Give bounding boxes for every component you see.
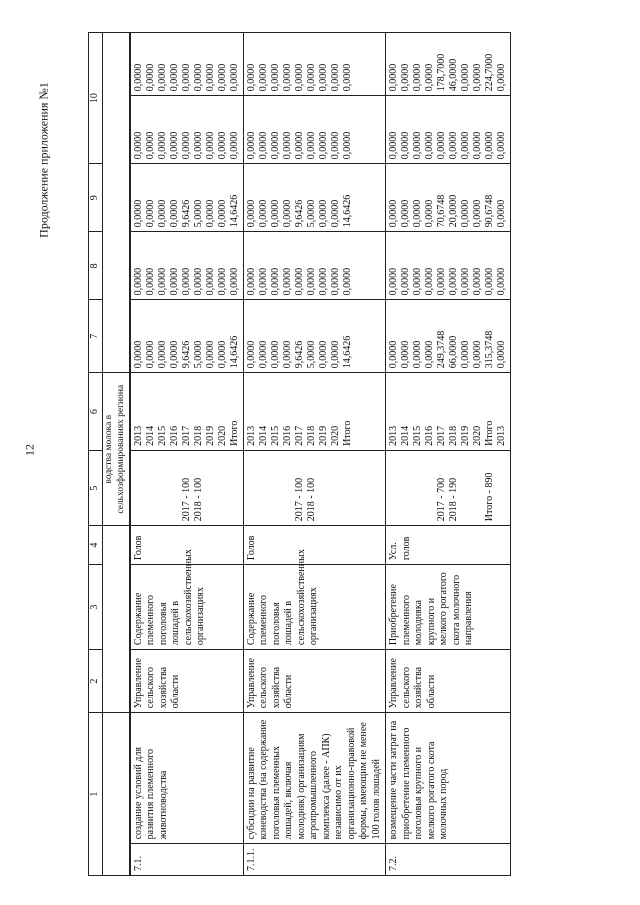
col-6-value: 0,0000 bbox=[269, 340, 281, 369]
col-10-value: 0,0000 bbox=[424, 63, 436, 92]
row-activity: Содержание племенного поголовья лошадей в сельскохозяйственных организациях bbox=[243, 565, 386, 650]
col-6-value: 5,0000 bbox=[305, 340, 317, 369]
col-8-value: 0,0000 bbox=[388, 199, 400, 228]
col-8-value: 9,6426 bbox=[293, 199, 305, 228]
col-10-value: 0,0000 bbox=[388, 63, 400, 92]
col-7-value: 0,0000 bbox=[257, 267, 269, 296]
col-9-value: 0,0000 bbox=[436, 131, 448, 160]
year-col-value: 2017 bbox=[180, 425, 192, 446]
col-6-value: 0,0000 bbox=[168, 340, 180, 369]
col-6-value: 0,0000 bbox=[204, 340, 216, 369]
col-7 bbox=[130, 232, 243, 300]
indicator-col-value bbox=[330, 455, 342, 521]
col-6-value: 0,0000 bbox=[412, 340, 424, 369]
indicator-col-value: 2017 - 100 bbox=[180, 477, 192, 522]
year-col-value: 2013 bbox=[388, 425, 400, 446]
col-9-value: 0,0000 bbox=[228, 131, 240, 160]
header-cell: 10 bbox=[89, 33, 103, 164]
header-cell: 6 bbox=[89, 373, 103, 451]
header-cell: 3 bbox=[89, 565, 103, 650]
col-6-value: 9,6426 bbox=[293, 340, 305, 369]
indicator-col bbox=[243, 450, 386, 525]
section-row bbox=[103, 33, 130, 876]
col-6-value: 0,0000 bbox=[281, 340, 293, 369]
col-9-value: 0,0000 bbox=[341, 131, 353, 160]
indicator-col-value: 2017 - 700 bbox=[436, 477, 448, 522]
col-7-value: 0,0000 bbox=[436, 267, 448, 296]
col-8-value: 0,0000 bbox=[424, 199, 436, 228]
row-unit: Голов bbox=[130, 526, 243, 565]
col-9-value: 0,0000 bbox=[305, 131, 317, 160]
col-6-value: 315,3748 bbox=[484, 330, 496, 369]
col-7-value: 0,0000 bbox=[168, 267, 180, 296]
col-10-value: 0,0000 bbox=[204, 63, 216, 92]
row-name: субсидии на развитие коневодства (на содержание поголовья племенных лошадей, включая молодняк) организациям агропромышленного комплекса (далее - АПК) независимо от их организационно-правовой формы, имеющим не менее 100 голов лошадей bbox=[243, 713, 386, 844]
year-col-value: 2013 bbox=[245, 425, 257, 446]
year-col-value: 2020 bbox=[472, 425, 484, 446]
year-col-value: 2019 bbox=[317, 425, 329, 446]
col-7-value: 0,0000 bbox=[317, 267, 329, 296]
col-10-value: 0,0000 bbox=[180, 63, 192, 92]
col-8-value: 5,0000 bbox=[305, 199, 317, 228]
indicator-col-value bbox=[270, 455, 282, 521]
year-col-value: 2014 bbox=[400, 425, 412, 446]
col-7-value: 0,0000 bbox=[412, 267, 424, 296]
col-10-value: 46,0000 bbox=[448, 58, 460, 92]
col-6-value: 14,6426 bbox=[341, 335, 353, 369]
section-title: водства молока в сельхозформированиях региона bbox=[103, 373, 130, 526]
col-7-value: 0,0000 bbox=[388, 267, 400, 296]
header-row bbox=[89, 33, 103, 876]
col-9-value: 0,0000 bbox=[496, 131, 508, 160]
col-10-value: 0,0000 bbox=[412, 63, 424, 92]
year-col-value: 2019 bbox=[460, 425, 472, 446]
col-6-value: 0,0000 bbox=[388, 340, 400, 369]
year-col-value: 2018 bbox=[192, 425, 204, 446]
col-8 bbox=[386, 164, 511, 232]
budget-table-body bbox=[130, 32, 512, 876]
col-10-value: 0,0000 bbox=[496, 63, 508, 92]
col-9-value: 0,0000 bbox=[245, 131, 257, 160]
col-8-value: 0,0000 bbox=[257, 199, 269, 228]
indicator-col-value bbox=[460, 455, 472, 521]
col-9 bbox=[386, 96, 511, 164]
indicator-col-value: 2018 - 190 bbox=[448, 477, 460, 522]
row-unit: Голов bbox=[243, 526, 386, 565]
col-10-value: 224,7000 bbox=[484, 53, 496, 92]
col-10-value: 0,0000 bbox=[400, 63, 412, 92]
indicator-col-value bbox=[400, 455, 412, 521]
indicator-col-value bbox=[246, 455, 258, 521]
year-col-value: 2017 bbox=[436, 425, 448, 446]
col-8-value: 0,0000 bbox=[168, 199, 180, 228]
col-10-value: 0,0000 bbox=[281, 63, 293, 92]
col-8 bbox=[243, 164, 386, 232]
indicator-col-value bbox=[282, 455, 294, 521]
header-cell: 4 bbox=[89, 526, 103, 565]
col-9-value: 0,0000 bbox=[281, 131, 293, 160]
indicator-col-value bbox=[424, 455, 436, 521]
col-7-value: 0,0000 bbox=[269, 267, 281, 296]
col-8-value: 0,0000 bbox=[144, 199, 156, 228]
row-name: создание условий для развития племенного животноводства bbox=[130, 713, 243, 844]
header-cell: 2 bbox=[89, 650, 103, 713]
year-col-value: 2016 bbox=[168, 425, 180, 446]
year-col-value: 2015 bbox=[269, 425, 281, 446]
col-9-value: 0,0000 bbox=[132, 131, 144, 160]
col-7-value: 0,0000 bbox=[460, 267, 472, 296]
col-10-value: 0,0000 bbox=[257, 63, 269, 92]
col-10-value: 0,0000 bbox=[168, 63, 180, 92]
col-8-value: 70,6748 bbox=[436, 194, 448, 228]
col-6-value: 0,0000 bbox=[400, 340, 412, 369]
col-7-value: 0,0000 bbox=[180, 267, 192, 296]
row-number: 7.1.1. bbox=[243, 844, 386, 876]
indicator-col-value bbox=[342, 455, 354, 521]
col-7-value: 0,0000 bbox=[204, 267, 216, 296]
col-7-value: 0,0000 bbox=[281, 267, 293, 296]
col-6-value: 0,0000 bbox=[472, 340, 484, 369]
col-8-value: 9,6426 bbox=[180, 199, 192, 228]
col-7-value: 0,0000 bbox=[424, 267, 436, 296]
indicator-col-value: 2018 - 100 bbox=[192, 477, 204, 522]
row-number: 7.2. bbox=[386, 844, 511, 876]
header-cell: 9 bbox=[89, 164, 103, 232]
col-6-value: 0,0000 bbox=[496, 340, 508, 369]
col-8-value: 0,0000 bbox=[400, 199, 412, 228]
col-9-value: 0,0000 bbox=[293, 131, 305, 160]
col-6-value: 14,6426 bbox=[228, 335, 240, 369]
table-row bbox=[386, 33, 511, 876]
indicator-col-value: 2018 - 100 bbox=[305, 477, 317, 522]
col-6-value: 0,0000 bbox=[144, 340, 156, 369]
col-8-value: 0,0000 bbox=[156, 199, 168, 228]
col-6-value: 0,0000 bbox=[245, 340, 257, 369]
budget-table bbox=[88, 32, 130, 876]
indicator-col-value bbox=[157, 455, 169, 521]
header-cell: 1 bbox=[89, 713, 103, 876]
table-row bbox=[130, 33, 243, 876]
year-col-value: 2020 bbox=[329, 425, 341, 446]
indicator-col-value bbox=[258, 455, 270, 521]
col-6-value: 0,0000 bbox=[329, 340, 341, 369]
col-8-value: 0,0000 bbox=[216, 199, 228, 228]
col-7-value: 0,0000 bbox=[329, 267, 341, 296]
col-9-value: 0,0000 bbox=[400, 131, 412, 160]
col-6-value: 249,3748 bbox=[436, 330, 448, 369]
year-col-value: 2018 bbox=[448, 425, 460, 446]
col-6 bbox=[386, 300, 511, 373]
col-10 bbox=[130, 33, 243, 96]
col-6-value: 0,0000 bbox=[132, 340, 144, 369]
col-6-value: 0,0000 bbox=[156, 340, 168, 369]
col-6-value: 0,0000 bbox=[460, 340, 472, 369]
year-col-value: 2015 bbox=[156, 425, 168, 446]
indicator-col-value bbox=[472, 455, 484, 521]
col-9-value: 0,0000 bbox=[424, 131, 436, 160]
col-8-value: 20,0000 bbox=[448, 194, 460, 228]
year-col-value: 2020 bbox=[216, 425, 228, 446]
header-cell: 8 bbox=[89, 232, 103, 300]
col-9-value: 0,0000 bbox=[448, 131, 460, 160]
col-9-value: 0,0000 bbox=[144, 131, 156, 160]
year-col-value: 2014 bbox=[144, 425, 156, 446]
col-7-value: 0,0000 bbox=[448, 267, 460, 296]
row-number: 7.1. bbox=[130, 844, 243, 876]
col-6-value: 9,6426 bbox=[180, 340, 192, 369]
col-9-value: 0,0000 bbox=[180, 131, 192, 160]
col-10-value: 0,0000 bbox=[472, 63, 484, 92]
col-9-value: 0,0000 bbox=[168, 131, 180, 160]
col-8-value: 0,0000 bbox=[317, 199, 329, 228]
col-6 bbox=[130, 300, 243, 373]
col-7-value: 0,0000 bbox=[341, 267, 353, 296]
col-7-value: 0,0000 bbox=[400, 267, 412, 296]
indicator-col-value bbox=[169, 455, 181, 521]
row-executor: Управление сельского хозяйства области bbox=[386, 650, 511, 713]
col-6-value: 66,0000 bbox=[448, 335, 460, 369]
year-col bbox=[243, 373, 386, 451]
col-7-value: 0,0000 bbox=[192, 267, 204, 296]
col-9-value: 0,0000 bbox=[329, 131, 341, 160]
indicator-col-value: 2017 - 100 bbox=[293, 477, 305, 522]
col-8-value: 0,0000 bbox=[412, 199, 424, 228]
col-8-value: 14,6426 bbox=[341, 194, 353, 228]
year-col-value: 2013 bbox=[496, 425, 508, 446]
col-9-value: 0,0000 bbox=[317, 131, 329, 160]
col-8-value: 0,0000 bbox=[245, 199, 257, 228]
header-cell: 5 bbox=[89, 450, 103, 525]
col-7-value: 0,0000 bbox=[305, 267, 317, 296]
col-7 bbox=[386, 232, 511, 300]
col-10-value: 0,0000 bbox=[228, 63, 240, 92]
year-col-value: 2015 bbox=[412, 425, 424, 446]
col-8-value: 0,0000 bbox=[204, 199, 216, 228]
col-7-value: 0,0000 bbox=[496, 267, 508, 296]
col-9-value: 0,0000 bbox=[484, 131, 496, 160]
col-9-value: 0,0000 bbox=[412, 131, 424, 160]
col-10-value: 0,0000 bbox=[317, 63, 329, 92]
col-8-value: 0,0000 bbox=[132, 199, 144, 228]
year-col-value: 2016 bbox=[424, 425, 436, 446]
indicator-col-value bbox=[388, 455, 400, 521]
col-9-value: 0,0000 bbox=[216, 131, 228, 160]
header-cell: 7 bbox=[89, 300, 103, 373]
col-9 bbox=[130, 96, 243, 164]
col-10-value: 0,0000 bbox=[329, 63, 341, 92]
col-7-value: 0,0000 bbox=[484, 267, 496, 296]
col-9-value: 0,0000 bbox=[192, 131, 204, 160]
col-10 bbox=[386, 33, 511, 96]
col-6-value: 0,0000 bbox=[257, 340, 269, 369]
year-col-value: 2016 bbox=[281, 425, 293, 446]
col-10-value: 0,0000 bbox=[341, 63, 353, 92]
indicator-col bbox=[386, 450, 511, 525]
row-executor: Управление сельского хозяйства области bbox=[130, 650, 243, 713]
indicator-col-value bbox=[412, 455, 424, 521]
table-row bbox=[243, 33, 386, 876]
year-col bbox=[386, 373, 511, 451]
col-8-value: 90,6748 bbox=[484, 194, 496, 228]
col-6-value: 0,0000 bbox=[216, 340, 228, 369]
col-10-value: 0,0000 bbox=[460, 63, 472, 92]
indicator-col-value bbox=[133, 455, 145, 521]
indicator-col-value bbox=[496, 455, 508, 521]
row-activity: Приобретение племенного молодняка крупного и мелкого рогатого скота молочного направления bbox=[386, 565, 511, 650]
col-10-value: 0,0000 bbox=[269, 63, 281, 92]
indicator-col-value bbox=[145, 455, 157, 521]
row-unit: Усл. голов bbox=[386, 526, 511, 565]
col-8-value: 5,0000 bbox=[192, 199, 204, 228]
col-7-value: 0,0000 bbox=[472, 267, 484, 296]
row-name: возмещение части затрат на приобретение племенного поголовья крупного и мелкого рогатого скота молочных пород bbox=[386, 713, 511, 844]
col-10-value: 0,0000 bbox=[216, 63, 228, 92]
row-executor: Управление сельского хозяйства области bbox=[243, 650, 386, 713]
col-10-value: 0,0000 bbox=[144, 63, 156, 92]
col-10-value: 0,0000 bbox=[293, 63, 305, 92]
year-col-value: 2014 bbox=[257, 425, 269, 446]
row-activity: Содержание племенного поголовья лошадей в сельскохозяйственных организациях bbox=[130, 565, 243, 650]
col-7-value: 0,0000 bbox=[156, 267, 168, 296]
indicator-col bbox=[130, 450, 243, 525]
col-8-value: 0,0000 bbox=[281, 199, 293, 228]
year-col-value: Итого bbox=[341, 420, 353, 446]
col-7-value: 0,0000 bbox=[132, 267, 144, 296]
indicator-col-value bbox=[229, 455, 241, 521]
col-10-value: 0,0000 bbox=[305, 63, 317, 92]
col-7-value: 0,0000 bbox=[144, 267, 156, 296]
col-10-value: 0,0000 bbox=[132, 63, 144, 92]
year-col bbox=[130, 373, 243, 451]
indicator-col-value bbox=[205, 455, 217, 521]
col-7-value: 0,0000 bbox=[216, 267, 228, 296]
appendix-caption: Продолжение приложения №1 bbox=[36, 82, 51, 238]
col-7 bbox=[243, 232, 386, 300]
col-7-value: 0,0000 bbox=[293, 267, 305, 296]
rotated-table-wrapper bbox=[88, 32, 640, 871]
col-7-value: 0,0000 bbox=[228, 267, 240, 296]
year-col-value: Итого bbox=[484, 420, 496, 446]
col-9-value: 0,0000 bbox=[460, 131, 472, 160]
col-6 bbox=[243, 300, 386, 373]
year-col-value: Итого bbox=[228, 420, 240, 446]
col-8-value: 0,0000 bbox=[269, 199, 281, 228]
col-9-value: 0,0000 bbox=[204, 131, 216, 160]
col-9-value: 0,0000 bbox=[156, 131, 168, 160]
indicator-col-value bbox=[318, 455, 330, 521]
page-number: 12 bbox=[22, 444, 37, 456]
col-10-value: 0,0000 bbox=[245, 63, 257, 92]
col-9-value: 0,0000 bbox=[269, 131, 281, 160]
col-10 bbox=[243, 33, 386, 96]
year-col-value: 2013 bbox=[132, 425, 144, 446]
col-9-value: 0,0000 bbox=[388, 131, 400, 160]
col-6-value: 0,0000 bbox=[424, 340, 436, 369]
col-6-value: 0,0000 bbox=[317, 340, 329, 369]
col-9-value: 0,0000 bbox=[257, 131, 269, 160]
col-8-value: 0,0000 bbox=[460, 199, 472, 228]
col-7-value: 0,0000 bbox=[245, 267, 257, 296]
indicator-col-value: Итого - 890 bbox=[484, 472, 496, 522]
col-9-value: 0,0000 bbox=[472, 131, 484, 160]
year-col-value: 2017 bbox=[293, 425, 305, 446]
col-8-value: 0,0000 bbox=[496, 199, 508, 228]
indicator-col-value bbox=[217, 455, 229, 521]
col-8-value: 14,6426 bbox=[228, 194, 240, 228]
col-9 bbox=[243, 96, 386, 164]
year-col-value: 2018 bbox=[305, 425, 317, 446]
col-6-value: 5,0000 bbox=[192, 340, 204, 369]
col-8 bbox=[130, 164, 243, 232]
col-10-value: 0,0000 bbox=[156, 63, 168, 92]
col-10-value: 0,0000 bbox=[192, 63, 204, 92]
col-8-value: 0,0000 bbox=[472, 199, 484, 228]
col-10-value: 178,7000 bbox=[436, 53, 448, 92]
year-col-value: 2019 bbox=[204, 425, 216, 446]
col-8-value: 0,0000 bbox=[329, 199, 341, 228]
